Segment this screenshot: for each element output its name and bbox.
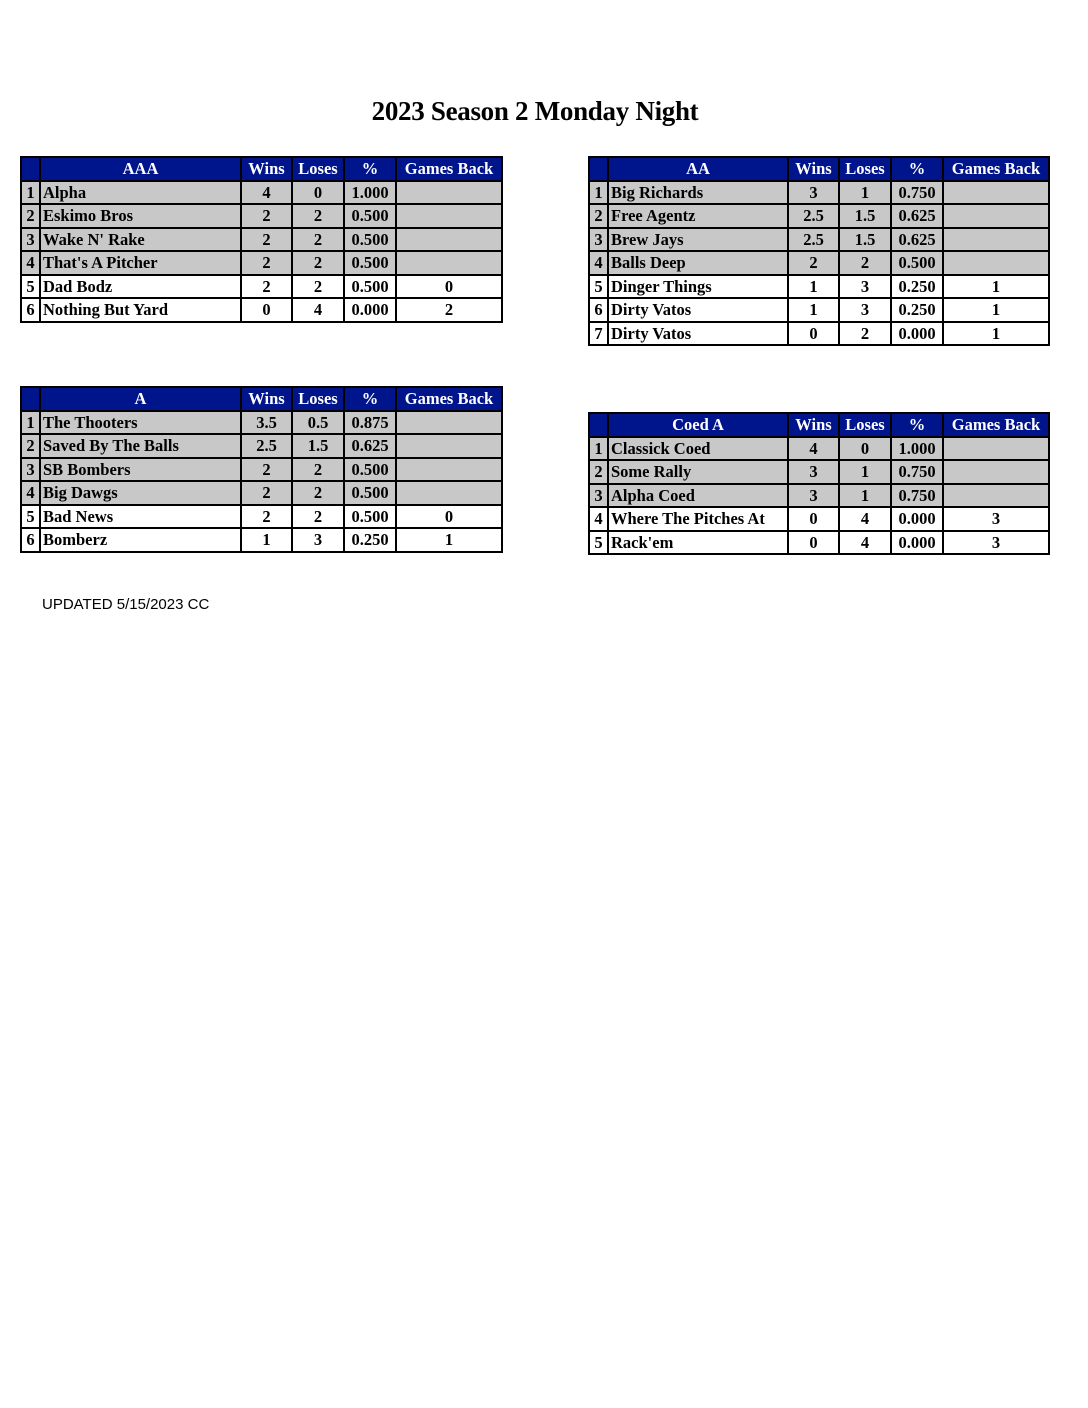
team-cell: Free Agentz <box>608 204 788 228</box>
wins-cell: 0 <box>788 507 839 531</box>
page-title: 2023 Season 2 Monday Night <box>371 96 699 126</box>
pct-cell: 0.625 <box>344 434 396 458</box>
games-back-cell <box>943 181 1049 205</box>
loses-column-header: Loses <box>292 387 344 411</box>
rank-cell: 4 <box>589 251 608 275</box>
pct-cell: 0.000 <box>891 322 943 346</box>
games-back-cell: 2 <box>396 298 502 322</box>
pct-cell: 0.500 <box>344 458 396 482</box>
games-back-column-header: Games Back <box>943 413 1049 437</box>
wins-cell: 1 <box>788 275 839 299</box>
wins-cell: 3 <box>788 484 839 508</box>
team-cell: Balls Deep <box>608 251 788 275</box>
table-row <box>21 458 502 482</box>
games-back-cell <box>943 484 1049 508</box>
loses-cell: 3 <box>839 298 891 322</box>
table-row <box>21 434 502 458</box>
games-back-cell <box>396 204 502 228</box>
standings-table-coed-a <box>588 412 1050 555</box>
standings-table-a <box>20 386 503 553</box>
loses-cell: 1.5 <box>292 434 344 458</box>
games-back-cell: 1 <box>943 275 1049 299</box>
division-name-header: AAA <box>40 157 241 181</box>
table-row <box>21 181 502 205</box>
wins-cell: 3 <box>788 181 839 205</box>
loses-cell: 2 <box>292 228 344 252</box>
games-back-cell <box>396 434 502 458</box>
pct-cell: 0.000 <box>891 507 943 531</box>
wins-cell: 3.5 <box>241 411 292 435</box>
team-cell: The Thooters <box>40 411 241 435</box>
table-row <box>589 251 1049 275</box>
team-cell: Big Dawgs <box>40 481 241 505</box>
rank-cell: 2 <box>589 460 608 484</box>
table-row <box>21 298 502 322</box>
team-cell: Bomberz <box>40 528 241 552</box>
wins-cell: 2.5 <box>788 228 839 252</box>
table-row <box>21 481 502 505</box>
table-header-row <box>21 387 502 411</box>
pct-cell: 0.250 <box>891 298 943 322</box>
loses-column-header: Loses <box>839 157 891 181</box>
loses-cell: 2 <box>292 275 344 299</box>
loses-cell: 0 <box>839 437 891 461</box>
table-row <box>589 181 1049 205</box>
wins-cell: 2 <box>788 251 839 275</box>
games-back-cell <box>396 458 502 482</box>
team-cell: Nothing But Yard <box>40 298 241 322</box>
table-row <box>589 460 1049 484</box>
rank-column-header <box>21 157 40 181</box>
rank-cell: 2 <box>21 434 40 458</box>
games-back-cell <box>396 481 502 505</box>
team-cell: Dirty Vatos <box>608 322 788 346</box>
pct-cell: 0.500 <box>344 228 396 252</box>
rank-column-header <box>589 413 608 437</box>
table-header-row <box>589 413 1049 437</box>
table-header-row <box>589 157 1049 181</box>
team-cell: Some Rally <box>608 460 788 484</box>
team-cell: Dirty Vatos <box>608 298 788 322</box>
wins-cell: 2.5 <box>241 434 292 458</box>
pct-cell: 0.000 <box>344 298 396 322</box>
pct-cell: 0.250 <box>344 528 396 552</box>
games-back-cell: 3 <box>943 507 1049 531</box>
loses-cell: 1 <box>839 460 891 484</box>
rank-cell: 4 <box>589 507 608 531</box>
table-row <box>21 505 502 529</box>
wins-cell: 0 <box>788 531 839 555</box>
pct-cell: 0.750 <box>891 181 943 205</box>
table-row <box>589 531 1049 555</box>
loses-cell: 4 <box>839 531 891 555</box>
wins-cell: 2 <box>241 251 292 275</box>
wins-cell: 4 <box>788 437 839 461</box>
table-row <box>21 411 502 435</box>
wins-column-header: Wins <box>241 157 292 181</box>
loses-cell: 2 <box>292 481 344 505</box>
loses-cell: 1 <box>839 181 891 205</box>
pct-column-header: % <box>344 157 396 181</box>
rank-cell: 2 <box>21 204 40 228</box>
rank-cell: 1 <box>589 181 608 205</box>
wins-cell: 2 <box>241 481 292 505</box>
rank-cell: 1 <box>21 181 40 205</box>
team-cell: Classick Coed <box>608 437 788 461</box>
table-row <box>589 275 1049 299</box>
pct-cell: 0.500 <box>344 505 396 529</box>
wins-cell: 0 <box>788 322 839 346</box>
wins-cell: 2.5 <box>788 204 839 228</box>
rank-cell: 5 <box>589 275 608 299</box>
loses-cell: 2 <box>292 251 344 275</box>
wins-column-header: Wins <box>241 387 292 411</box>
games-back-cell: 1 <box>943 322 1049 346</box>
table-row <box>21 528 502 552</box>
loses-column-header: Loses <box>292 157 344 181</box>
pct-cell: 0.500 <box>344 251 396 275</box>
wins-column-header: Wins <box>788 157 839 181</box>
division-name-header: A <box>40 387 241 411</box>
wins-cell: 2 <box>241 228 292 252</box>
games-back-cell <box>943 204 1049 228</box>
games-back-cell <box>943 460 1049 484</box>
loses-cell: 2 <box>839 322 891 346</box>
rank-cell: 2 <box>589 204 608 228</box>
rank-cell: 6 <box>21 528 40 552</box>
team-cell: Saved By The Balls <box>40 434 241 458</box>
games-back-cell <box>396 411 502 435</box>
table-row <box>589 322 1049 346</box>
loses-column-header: Loses <box>839 413 891 437</box>
loses-cell: 2 <box>292 458 344 482</box>
updated-note: UPDATED 5/15/2023 CC <box>42 596 210 613</box>
rank-column-header <box>21 387 40 411</box>
pct-column-header: % <box>891 157 943 181</box>
games-back-cell: 0 <box>396 275 502 299</box>
table-row <box>21 251 502 275</box>
games-back-cell <box>396 251 502 275</box>
team-cell: Eskimo Bros <box>40 204 241 228</box>
pct-cell: 0.500 <box>891 251 943 275</box>
games-back-cell <box>943 228 1049 252</box>
rank-cell: 7 <box>589 322 608 346</box>
loses-cell: 2 <box>292 505 344 529</box>
games-back-column-header: Games Back <box>396 387 502 411</box>
pct-cell: 0.875 <box>344 411 396 435</box>
pct-cell: 0.500 <box>344 481 396 505</box>
team-cell: Alpha <box>40 181 241 205</box>
team-cell: Where The Pitches At <box>608 507 788 531</box>
wins-cell: 3 <box>788 460 839 484</box>
pct-cell: 0.750 <box>891 460 943 484</box>
loses-cell: 1.5 <box>839 228 891 252</box>
table-row <box>589 437 1049 461</box>
team-cell: Wake N' Rake <box>40 228 241 252</box>
pct-column-header: % <box>891 413 943 437</box>
pct-cell: 0.625 <box>891 228 943 252</box>
standings-table-aaa <box>20 156 503 323</box>
wins-cell: 2 <box>241 458 292 482</box>
table-row <box>21 228 502 252</box>
division-name-header: AA <box>608 157 788 181</box>
rank-column-header <box>589 157 608 181</box>
wins-column-header: Wins <box>788 413 839 437</box>
team-cell: Dad Bodz <box>40 275 241 299</box>
table-row <box>589 484 1049 508</box>
games-back-cell: 0 <box>396 505 502 529</box>
table-row <box>21 204 502 228</box>
loses-cell: 2 <box>292 204 344 228</box>
rank-cell: 1 <box>589 437 608 461</box>
loses-cell: 1.5 <box>839 204 891 228</box>
wins-cell: 0 <box>241 298 292 322</box>
games-back-column-header: Games Back <box>943 157 1049 181</box>
pct-cell: 0.000 <box>891 531 943 555</box>
table-row <box>589 298 1049 322</box>
loses-cell: 4 <box>292 298 344 322</box>
rank-cell: 4 <box>21 481 40 505</box>
games-back-cell: 1 <box>943 298 1049 322</box>
loses-cell: 0.5 <box>292 411 344 435</box>
table-row <box>589 204 1049 228</box>
pct-column-header: % <box>344 387 396 411</box>
wins-cell: 2 <box>241 505 292 529</box>
pct-cell: 1.000 <box>344 181 396 205</box>
loses-cell: 3 <box>292 528 344 552</box>
table-header-row <box>21 157 502 181</box>
pct-cell: 0.500 <box>344 275 396 299</box>
rank-cell: 3 <box>589 484 608 508</box>
pct-cell: 0.500 <box>344 204 396 228</box>
team-cell: Dinger Things <box>608 275 788 299</box>
pct-cell: 0.750 <box>891 484 943 508</box>
rank-cell: 6 <box>21 298 40 322</box>
loses-cell: 1 <box>839 484 891 508</box>
games-back-column-header: Games Back <box>396 157 502 181</box>
games-back-cell: 1 <box>396 528 502 552</box>
games-back-cell: 3 <box>943 531 1049 555</box>
standings-table-aa <box>588 156 1050 346</box>
loses-cell: 3 <box>839 275 891 299</box>
team-cell: Rack'em <box>608 531 788 555</box>
rank-cell: 4 <box>21 251 40 275</box>
division-name-header: Coed A <box>608 413 788 437</box>
games-back-cell <box>396 228 502 252</box>
rank-cell: 1 <box>21 411 40 435</box>
rank-cell: 3 <box>21 228 40 252</box>
table-row <box>589 228 1049 252</box>
games-back-cell <box>943 437 1049 461</box>
rank-cell: 5 <box>589 531 608 555</box>
rank-cell: 5 <box>21 275 40 299</box>
loses-cell: 2 <box>839 251 891 275</box>
team-cell: Brew Jays <box>608 228 788 252</box>
wins-cell: 2 <box>241 275 292 299</box>
rank-cell: 3 <box>21 458 40 482</box>
wins-cell: 4 <box>241 181 292 205</box>
pct-cell: 0.625 <box>891 204 943 228</box>
pct-cell: 1.000 <box>891 437 943 461</box>
wins-cell: 1 <box>788 298 839 322</box>
pct-cell: 0.250 <box>891 275 943 299</box>
rank-cell: 6 <box>589 298 608 322</box>
team-cell: SB Bombers <box>40 458 241 482</box>
team-cell: Bad News <box>40 505 241 529</box>
table-row <box>589 507 1049 531</box>
loses-cell: 0 <box>292 181 344 205</box>
rank-cell: 5 <box>21 505 40 529</box>
games-back-cell <box>943 251 1049 275</box>
wins-cell: 2 <box>241 204 292 228</box>
team-cell: Big Richards <box>608 181 788 205</box>
rank-cell: 3 <box>589 228 608 252</box>
team-cell: Alpha Coed <box>608 484 788 508</box>
games-back-cell <box>396 181 502 205</box>
table-row <box>21 275 502 299</box>
team-cell: That's A Pitcher <box>40 251 241 275</box>
loses-cell: 4 <box>839 507 891 531</box>
wins-cell: 1 <box>241 528 292 552</box>
